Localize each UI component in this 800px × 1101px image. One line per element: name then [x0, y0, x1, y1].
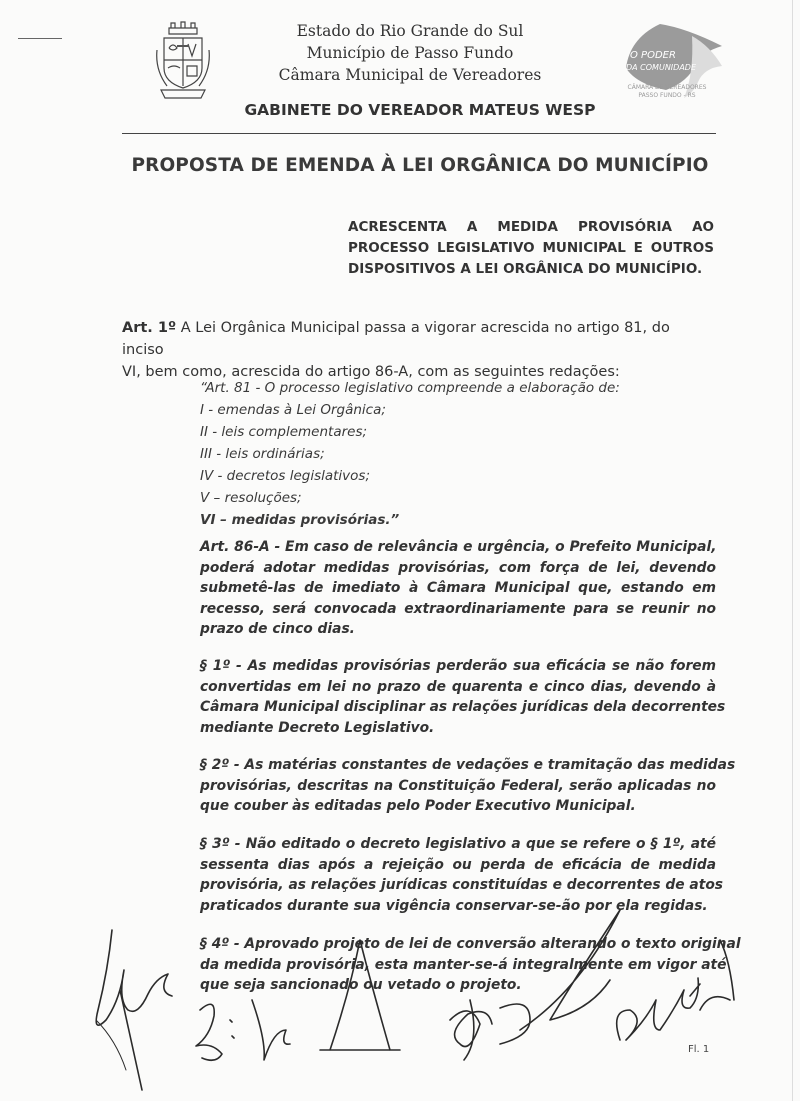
svg-text:O PODER: O PODER	[630, 50, 676, 61]
article-86a: Art. 86-A - Em caso de relevância e urgência, o Prefeito Municipal, poderá adotar medidas provisórias, com força de lei, devendo submetê-las de imediato à Câmara Municipal que, estando em recesso, será convocada extraordinariamente para se reunir no prazo de cinco dias.	[200, 539, 717, 637]
scan-edge	[792, 0, 793, 1101]
paragraph-3: § 3º - Não editado o decreto legislativo a que se refere o § 1º, até sessenta dias após a rejeição ou perda de eficácia de medida provisória, as relações jurídicas constituídas e decorrentes de atos praticados durante sua vigência conservar-se-ão por ela regidas.	[200, 836, 724, 914]
scan-mark	[18, 38, 62, 39]
state-name: Estado do Rio Grande do Sul	[296, 22, 524, 40]
office-title: GABINETE DO VEREADOR MATEUS WESP	[244, 101, 596, 119]
signature-2	[196, 1000, 290, 1060]
institution-header	[260, 20, 560, 86]
article-1-text: A Lei Orgânica Municipal passa a vigorar acrescida no artigo 81, do inciso	[122, 320, 670, 358]
header-divider	[122, 133, 716, 134]
chamber-name: Câmara Municipal de Vereadores	[278, 66, 542, 84]
article-1	[122, 317, 716, 383]
signature-3	[320, 940, 400, 1050]
signature-6	[617, 978, 730, 1040]
signature-1	[96, 930, 172, 1090]
municipality-name: Município de Passo Fundo	[306, 44, 514, 62]
article-1-label: Art. 1º	[122, 320, 177, 336]
ementa-block: ACRESCENTA A MEDIDA PROVISÓRIA AO PROCESSO LEGISLATIVO MUNICIPAL E OUTROS DISPOSITIVOS A LEI ORGÂNICA DO MUNICÍPIO.	[348, 219, 714, 277]
svg-text:DA COMUNIDADE: DA COMUNIDADE	[626, 63, 697, 72]
handwritten-signatures	[0, 900, 800, 1101]
document-title: PROPOSTA DE EMENDA À LEI ORGÂNICA DO MUNICÍPIO	[131, 155, 709, 176]
signature-5	[520, 910, 620, 1030]
signature-4	[450, 1000, 530, 1060]
article-1-text-cont: VI, bem como, acrescida do artigo 86-A, com as seguintes redações:	[122, 364, 620, 380]
paragraph-1: § 1º - As medidas provisórias perderão sua eficácia se não forem convertidas em lei no prazo de quarenta e cinco dias, devendo à Câmara Municipal disciplinar as relações jurídicas dela decorrentes mediante Decreto Legislativo.	[200, 658, 726, 736]
paragraph-4: § 4º - Aprovado projeto de lei de conversão alterando o texto original da medida provisória, esta manter-se-á integralmente em vigor até que seja sancionado ou vetado o projeto.	[200, 936, 741, 993]
folio-number: Fl. 1	[688, 1044, 710, 1055]
coat-of-arms-icon	[155, 20, 211, 104]
logo-caption: CÂMARA DE VEREADORES PASSO FUNDO - RS	[627, 84, 707, 99]
paragraph-2: § 2º - As matérias constantes de vedações e tramitação das medidas provisórias, descritas na Constituição Federal, serão aplicadas no que couber às editadas pelo Poder Executivo Municipal.	[200, 757, 736, 814]
article-81-quote: “Art. 81 - O processo legislativo compreende a elaboração de: I - emendas à Lei Orgânica; II - leis complementares; III - leis ordinárias; IV - decretos legislativos; V – resoluções; VI – medidas provisórias.”	[200, 380, 620, 528]
